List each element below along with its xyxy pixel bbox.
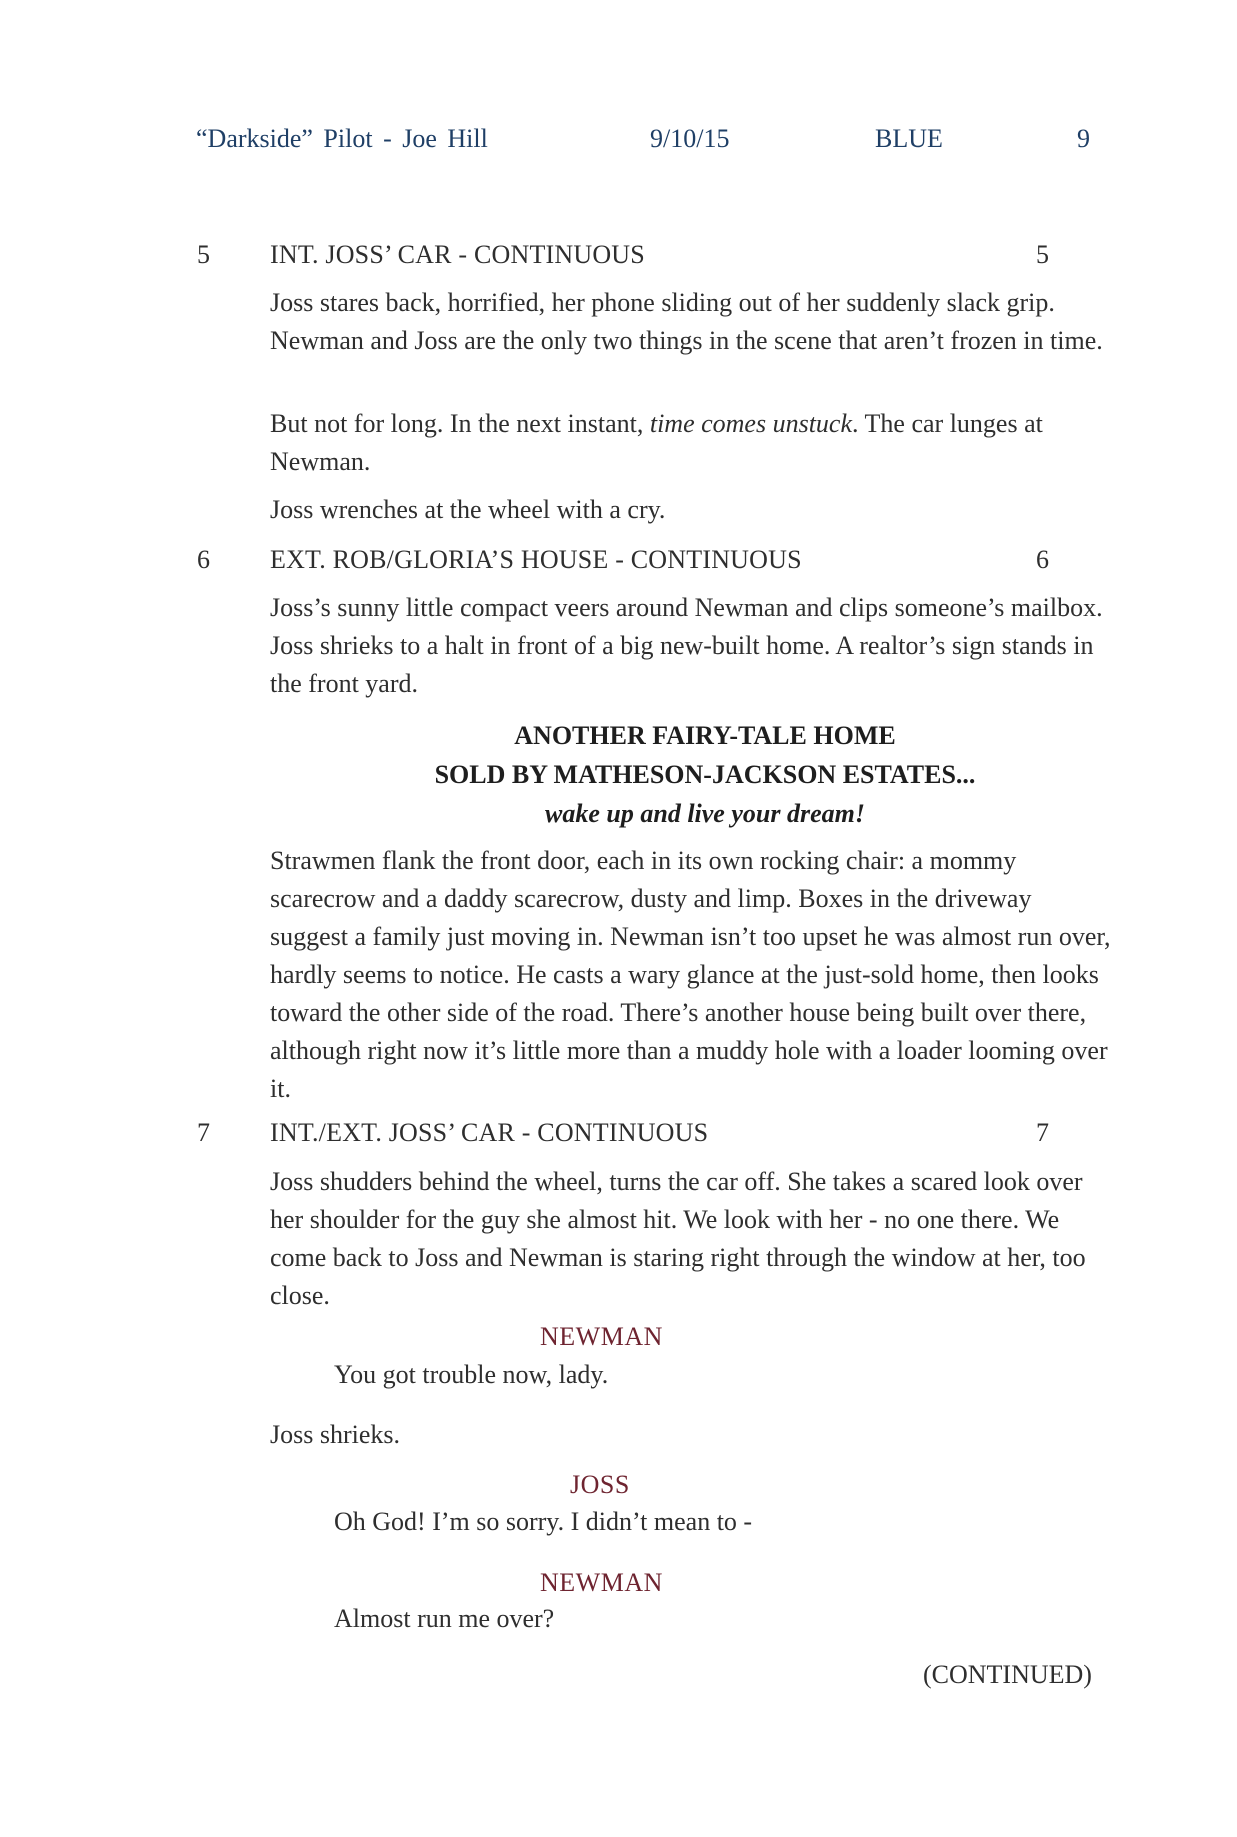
continued-marker: (CONTINUED) — [923, 1660, 1092, 1689]
action-paragraph: Joss’s sunny little compact veers around Newman and clips someone’s mailbox. Joss shrieks to a halt in front of a big new-built home. A realtor’s sign stands in the front yard. — [270, 593, 1103, 698]
header-title: “Darkside” Pilot - Joe Hill — [196, 124, 488, 153]
character-name: JOSS — [570, 1470, 630, 1499]
action-paragraph: Joss stares back, horrified, her phone sliding out of her suddenly slack grip. Newman and Joss are the only two things in the scene that aren’t frozen in time. — [270, 288, 1103, 355]
scene-heading: INT./EXT. JOSS’ CAR - CONTINUOUS — [270, 1118, 709, 1147]
sign-line: SOLD BY MATHESON-JACKSON ESTATES... — [434, 760, 976, 789]
action-text: . The car lunges at Newman. — [270, 409, 1043, 476]
header-date: 9/10/15 — [650, 124, 730, 153]
sign-line: ANOTHER FAIRY-TALE HOME — [514, 721, 896, 750]
dialogue-line: You got trouble now, lady. — [334, 1360, 609, 1389]
scene-number-right: 6 — [1036, 545, 1049, 574]
scene-number-right: 7 — [1036, 1118, 1049, 1147]
header-revision: BLUE — [875, 124, 943, 153]
action-text: But not for long. In the next instant, — [270, 409, 650, 438]
scene-number-right: 5 — [1036, 240, 1049, 269]
action-paragraph: Joss wrenches at the wheel with a cry. — [270, 495, 666, 524]
realtor-sign-text — [270, 716, 1140, 833]
action-paragraph: Strawmen flank the front door, each in its own rocking chair: a mommy scarecrow and a daddy scarecrow, dusty and limp. Boxes in the driveway suggest a family just moving in. Newman isn’t too upset he was almost run over, hardly seems to notice. He casts a wary glance at the just-sold home, then looks toward the other side of the road. There’s another house being built over there, although right now it’s little more than a muddy hole with a loader looming over it. — [270, 846, 1111, 1103]
scene-heading: EXT. ROB/GLORIA’S HOUSE - CONTINUOUS — [270, 545, 802, 574]
scene-number-left: 7 — [197, 1118, 210, 1147]
scene-number-left: 5 — [197, 240, 210, 269]
action-paragraph: Joss shrieks. — [270, 1420, 401, 1449]
dialogue-line: Oh God! I’m so sorry. I didn’t mean to - — [334, 1507, 753, 1536]
action-paragraph: Joss shudders behind the wheel, turns the car off. She takes a scared look over her shoulder for the guy she almost hit. We look with her - no one there. We come back to Joss and Newman is staring right through the window at her, too close. — [270, 1167, 1086, 1310]
sign-tagline: wake up and live your dream! — [545, 799, 865, 828]
action-paragraph — [270, 405, 1110, 481]
action-italic-text: time comes unstuck — [649, 409, 853, 438]
header-page-number: 9 — [1077, 124, 1090, 153]
scene-number-left: 6 — [197, 545, 210, 574]
scene-heading: INT. JOSS’ CAR - CONTINUOUS — [270, 240, 645, 269]
character-name: NEWMAN — [540, 1568, 663, 1597]
dialogue-line: Almost run me over? — [334, 1604, 555, 1633]
character-name: NEWMAN — [540, 1322, 663, 1351]
